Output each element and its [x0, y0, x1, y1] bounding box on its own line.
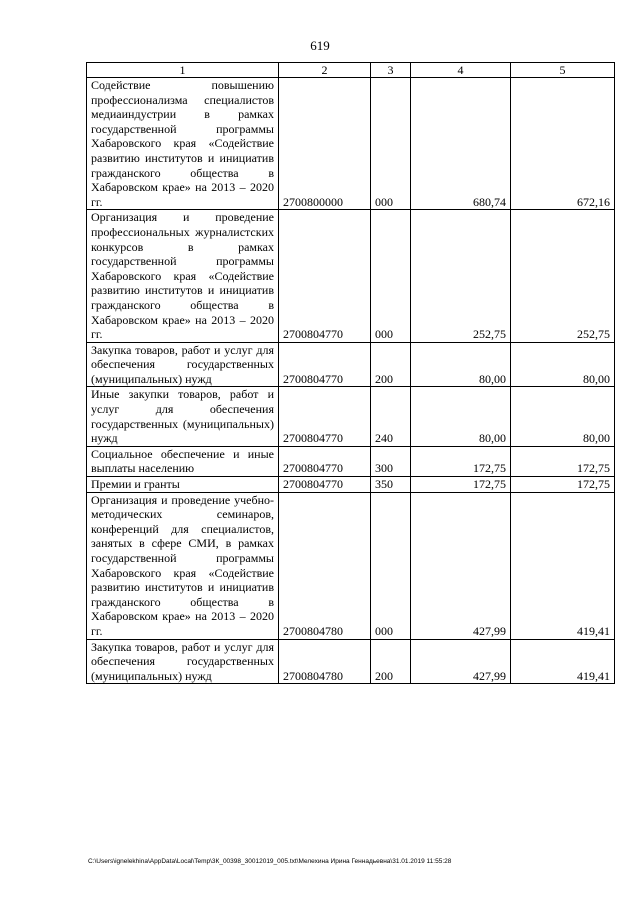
- column-header-2: 2: [279, 63, 371, 78]
- row-name-cell: Социальное обеспечение и иные выплаты населению: [87, 446, 279, 476]
- table-row: [87, 477, 615, 493]
- table-row: [87, 210, 615, 342]
- row-expense-type-cell: 000: [371, 210, 411, 342]
- row-expense-type-cell: 000: [371, 78, 411, 210]
- table-row: [87, 492, 615, 639]
- column-header-5: 5: [511, 63, 615, 78]
- column-header-4: 4: [411, 63, 511, 78]
- row-expense-type-cell: 240: [371, 387, 411, 446]
- row-expense-type-cell: 200: [371, 639, 411, 684]
- column-header-3: 3: [371, 63, 411, 78]
- row-code-cell: 2700804770: [279, 477, 371, 493]
- table-row: [87, 342, 615, 387]
- row-name-cell: Содействие повышению профессионализма специалистов медиаиндустрии в рамках государственной программы Хабаровского края «Содействие развитию институтов и инициатив гражданского общества в Хабаровском крае» на 2013 – 2020 гг.: [87, 78, 279, 210]
- row-code-cell: 2700804780: [279, 639, 371, 684]
- row-sum2-cell: 172,75: [511, 477, 615, 493]
- column-header-1: 1: [87, 63, 279, 78]
- row-sum2-cell: 80,00: [511, 342, 615, 387]
- row-code-cell: 2700804770: [279, 342, 371, 387]
- row-sum1-cell: 80,00: [411, 342, 511, 387]
- row-expense-type-cell: 000: [371, 492, 411, 639]
- document-footer-path: C:\Users\ignelekhina\AppData\Local\Temp\3К_00398_30012019_005.txt\Мелехина Ирина Геннадьевна\31.01.2019 11:55:28: [88, 858, 452, 865]
- row-sum1-cell: 80,00: [411, 387, 511, 446]
- row-code-cell: 2700804770: [279, 387, 371, 446]
- row-sum1-cell: 252,75: [411, 210, 511, 342]
- row-name-cell: Закупка товаров, работ и услуг для обеспечения государственных (муниципальных) нужд: [87, 342, 279, 387]
- row-code-cell: 2700804780: [279, 492, 371, 639]
- row-sum2-cell: 172,75: [511, 446, 615, 476]
- table-row: [87, 446, 615, 476]
- row-sum2-cell: 419,41: [511, 639, 615, 684]
- row-code-cell: 2700804770: [279, 446, 371, 476]
- row-expense-type-cell: 300: [371, 446, 411, 476]
- row-name-cell: Иные закупки товаров, работ и услуг для обеспечения государственных (муниципальных) нужд: [87, 387, 279, 446]
- row-name-cell: Организация и проведение профессиональных журналистских конкурсов в рамках государственной программы Хабаровского края «Содействие развитию институтов и инициатив гражданского общества в Хабаровском крае» на 2013 – 2020 гг.: [87, 210, 279, 342]
- page-number: 619: [310, 38, 330, 53]
- row-sum1-cell: 172,75: [411, 446, 511, 476]
- budget-table: [86, 62, 615, 684]
- table-row: [87, 78, 615, 210]
- row-sum2-cell: 419,41: [511, 492, 615, 639]
- row-code-cell: 2700804770: [279, 210, 371, 342]
- row-sum1-cell: 680,74: [411, 78, 511, 210]
- table-row: [87, 639, 615, 684]
- row-expense-type-cell: 350: [371, 477, 411, 493]
- table-row: [87, 387, 615, 446]
- table-header-row: [87, 63, 615, 78]
- row-sum1-cell: 172,75: [411, 477, 511, 493]
- row-sum1-cell: 427,99: [411, 639, 511, 684]
- row-sum2-cell: 252,75: [511, 210, 615, 342]
- row-name-cell: Премии и гранты: [87, 477, 279, 493]
- row-name-cell: Закупка товаров, работ и услуг для обеспечения государственных (муниципальных) нужд: [87, 639, 279, 684]
- row-expense-type-cell: 200: [371, 342, 411, 387]
- row-sum1-cell: 427,99: [411, 492, 511, 639]
- row-code-cell: 2700800000: [279, 78, 371, 210]
- row-sum2-cell: 80,00: [511, 387, 615, 446]
- row-sum2-cell: 672,16: [511, 78, 615, 210]
- row-name-cell: Организация и проведение учебно-методических семинаров, конференций для специалистов, занятых в сфере СМИ, в рамках государственной программы Хабаровского края «Содействие развитию институтов и инициатив гражданского общества в Хабаровском крае» на 2013 – 2020 гг.: [87, 492, 279, 639]
